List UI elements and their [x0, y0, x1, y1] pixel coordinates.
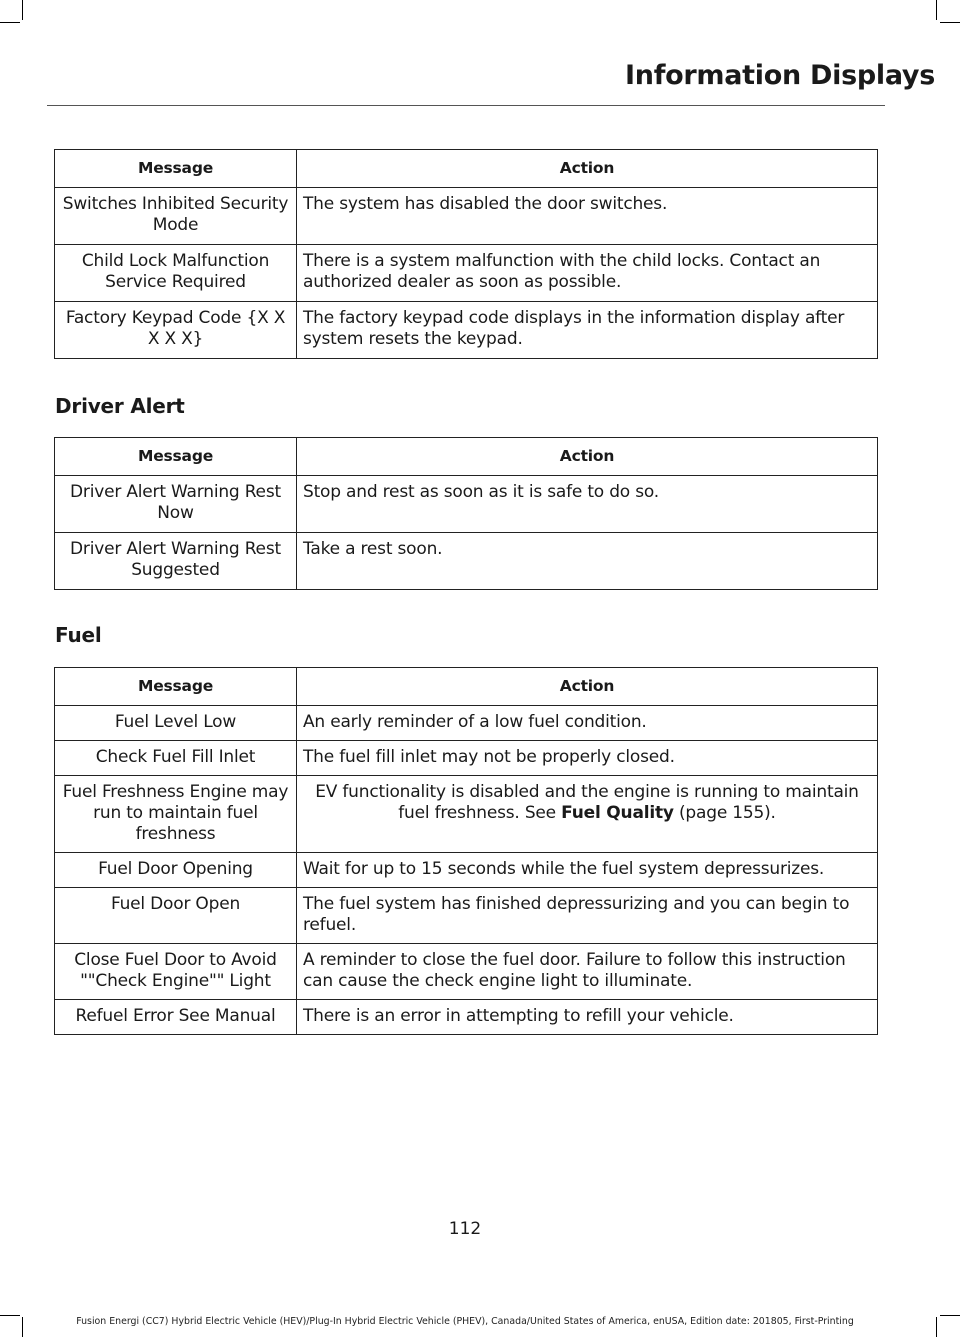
message-cell: Driver Alert Warning Rest Suggested: [55, 533, 297, 590]
driver-alert-table: [54, 437, 878, 590]
crop-mark: [940, 22, 960, 23]
column-header-message: Message: [55, 438, 297, 476]
message-cell: Check Fuel Fill Inlet: [55, 741, 297, 776]
table-header-row: [55, 668, 878, 706]
message-cell: Child Lock Malfunction Service Required: [55, 245, 297, 302]
action-cell: The fuel fill inlet may not be properly closed.: [297, 741, 878, 776]
table-row: [55, 245, 878, 302]
message-cell: Factory Keypad Code {X X X X X}: [55, 302, 297, 359]
table-row: [55, 706, 878, 741]
action-cell: There is an error in attempting to refill your vehicle.: [297, 1000, 878, 1035]
table-row: [55, 853, 878, 888]
table-row: [55, 944, 878, 1000]
header-rule: [47, 105, 885, 106]
table-row: [55, 741, 878, 776]
crop-mark: [22, 0, 23, 20]
column-header-action: Action: [297, 438, 878, 476]
message-cell: Switches Inhibited Security Mode: [55, 188, 297, 245]
action-cell: Wait for up to 15 seconds while the fuel system depressurizes.: [297, 853, 878, 888]
crop-mark: [940, 1315, 960, 1316]
page-title: Information Displays: [625, 60, 935, 91]
action-cell: Take a rest soon.: [297, 533, 878, 590]
message-cell: Fuel Freshness Engine may run to maintain fuel freshness: [55, 776, 297, 853]
table-row: [55, 533, 878, 590]
column-header-message: Message: [55, 668, 297, 706]
action-text: EV functionality is disabled and the engine is running to maintain fuel freshness. See: [315, 782, 859, 823]
table-row: [55, 776, 878, 853]
action-cell: [297, 776, 878, 853]
column-header-message: Message: [55, 150, 297, 188]
action-cell: An early reminder of a low fuel condition.: [297, 706, 878, 741]
action-cell: Stop and rest as soon as it is safe to do so.: [297, 476, 878, 533]
message-cell: Fuel Level Low: [55, 706, 297, 741]
crop-mark: [936, 0, 937, 20]
table-row: [55, 302, 878, 359]
table-row: [55, 1000, 878, 1035]
action-cell: A reminder to close the fuel door. Failure to follow this instruction can cause the check engine light to illuminate.: [297, 944, 878, 1000]
page-reference: (page 155).: [673, 803, 776, 823]
security-messages-table: [54, 149, 878, 359]
message-cell: Refuel Error See Manual: [55, 1000, 297, 1035]
section-heading-driver-alert: Driver Alert: [55, 394, 185, 418]
message-cell: Close Fuel Door to Avoid ""Check Engine"" Light: [55, 944, 297, 1000]
table-row: [55, 888, 878, 944]
footer-edition-info: Fusion Energi (CC7) Hybrid Electric Vehicle (HEV)/Plug-In Hybrid Electric Vehicle (PHEV), Canada/United States of America, enUSA, Edition date: 201805, First-Printing: [76, 1316, 854, 1327]
cross-reference-fuel-quality[interactable]: Fuel Quality: [561, 803, 674, 823]
table-row: [55, 188, 878, 245]
table-header-row: [55, 438, 878, 476]
action-cell: There is a system malfunction with the child locks. Contact an authorized dealer as soon as possible.: [297, 245, 878, 302]
crop-mark: [0, 22, 20, 23]
action-cell: The system has disabled the door switches.: [297, 188, 878, 245]
action-cell: The fuel system has finished depressurizing and you can begin to refuel.: [297, 888, 878, 944]
message-cell: Fuel Door Opening: [55, 853, 297, 888]
table-header-row: [55, 150, 878, 188]
column-header-action: Action: [297, 150, 878, 188]
section-heading-fuel: Fuel: [55, 623, 102, 647]
column-header-action: Action: [297, 668, 878, 706]
table-row: [55, 476, 878, 533]
fuel-messages-table: [54, 667, 878, 1035]
message-cell: Driver Alert Warning Rest Now: [55, 476, 297, 533]
page-number: 112: [448, 1219, 482, 1239]
crop-mark: [936, 1317, 937, 1337]
message-cell: Fuel Door Open: [55, 888, 297, 944]
action-cell: The factory keypad code displays in the information display after system resets the keypad.: [297, 302, 878, 359]
